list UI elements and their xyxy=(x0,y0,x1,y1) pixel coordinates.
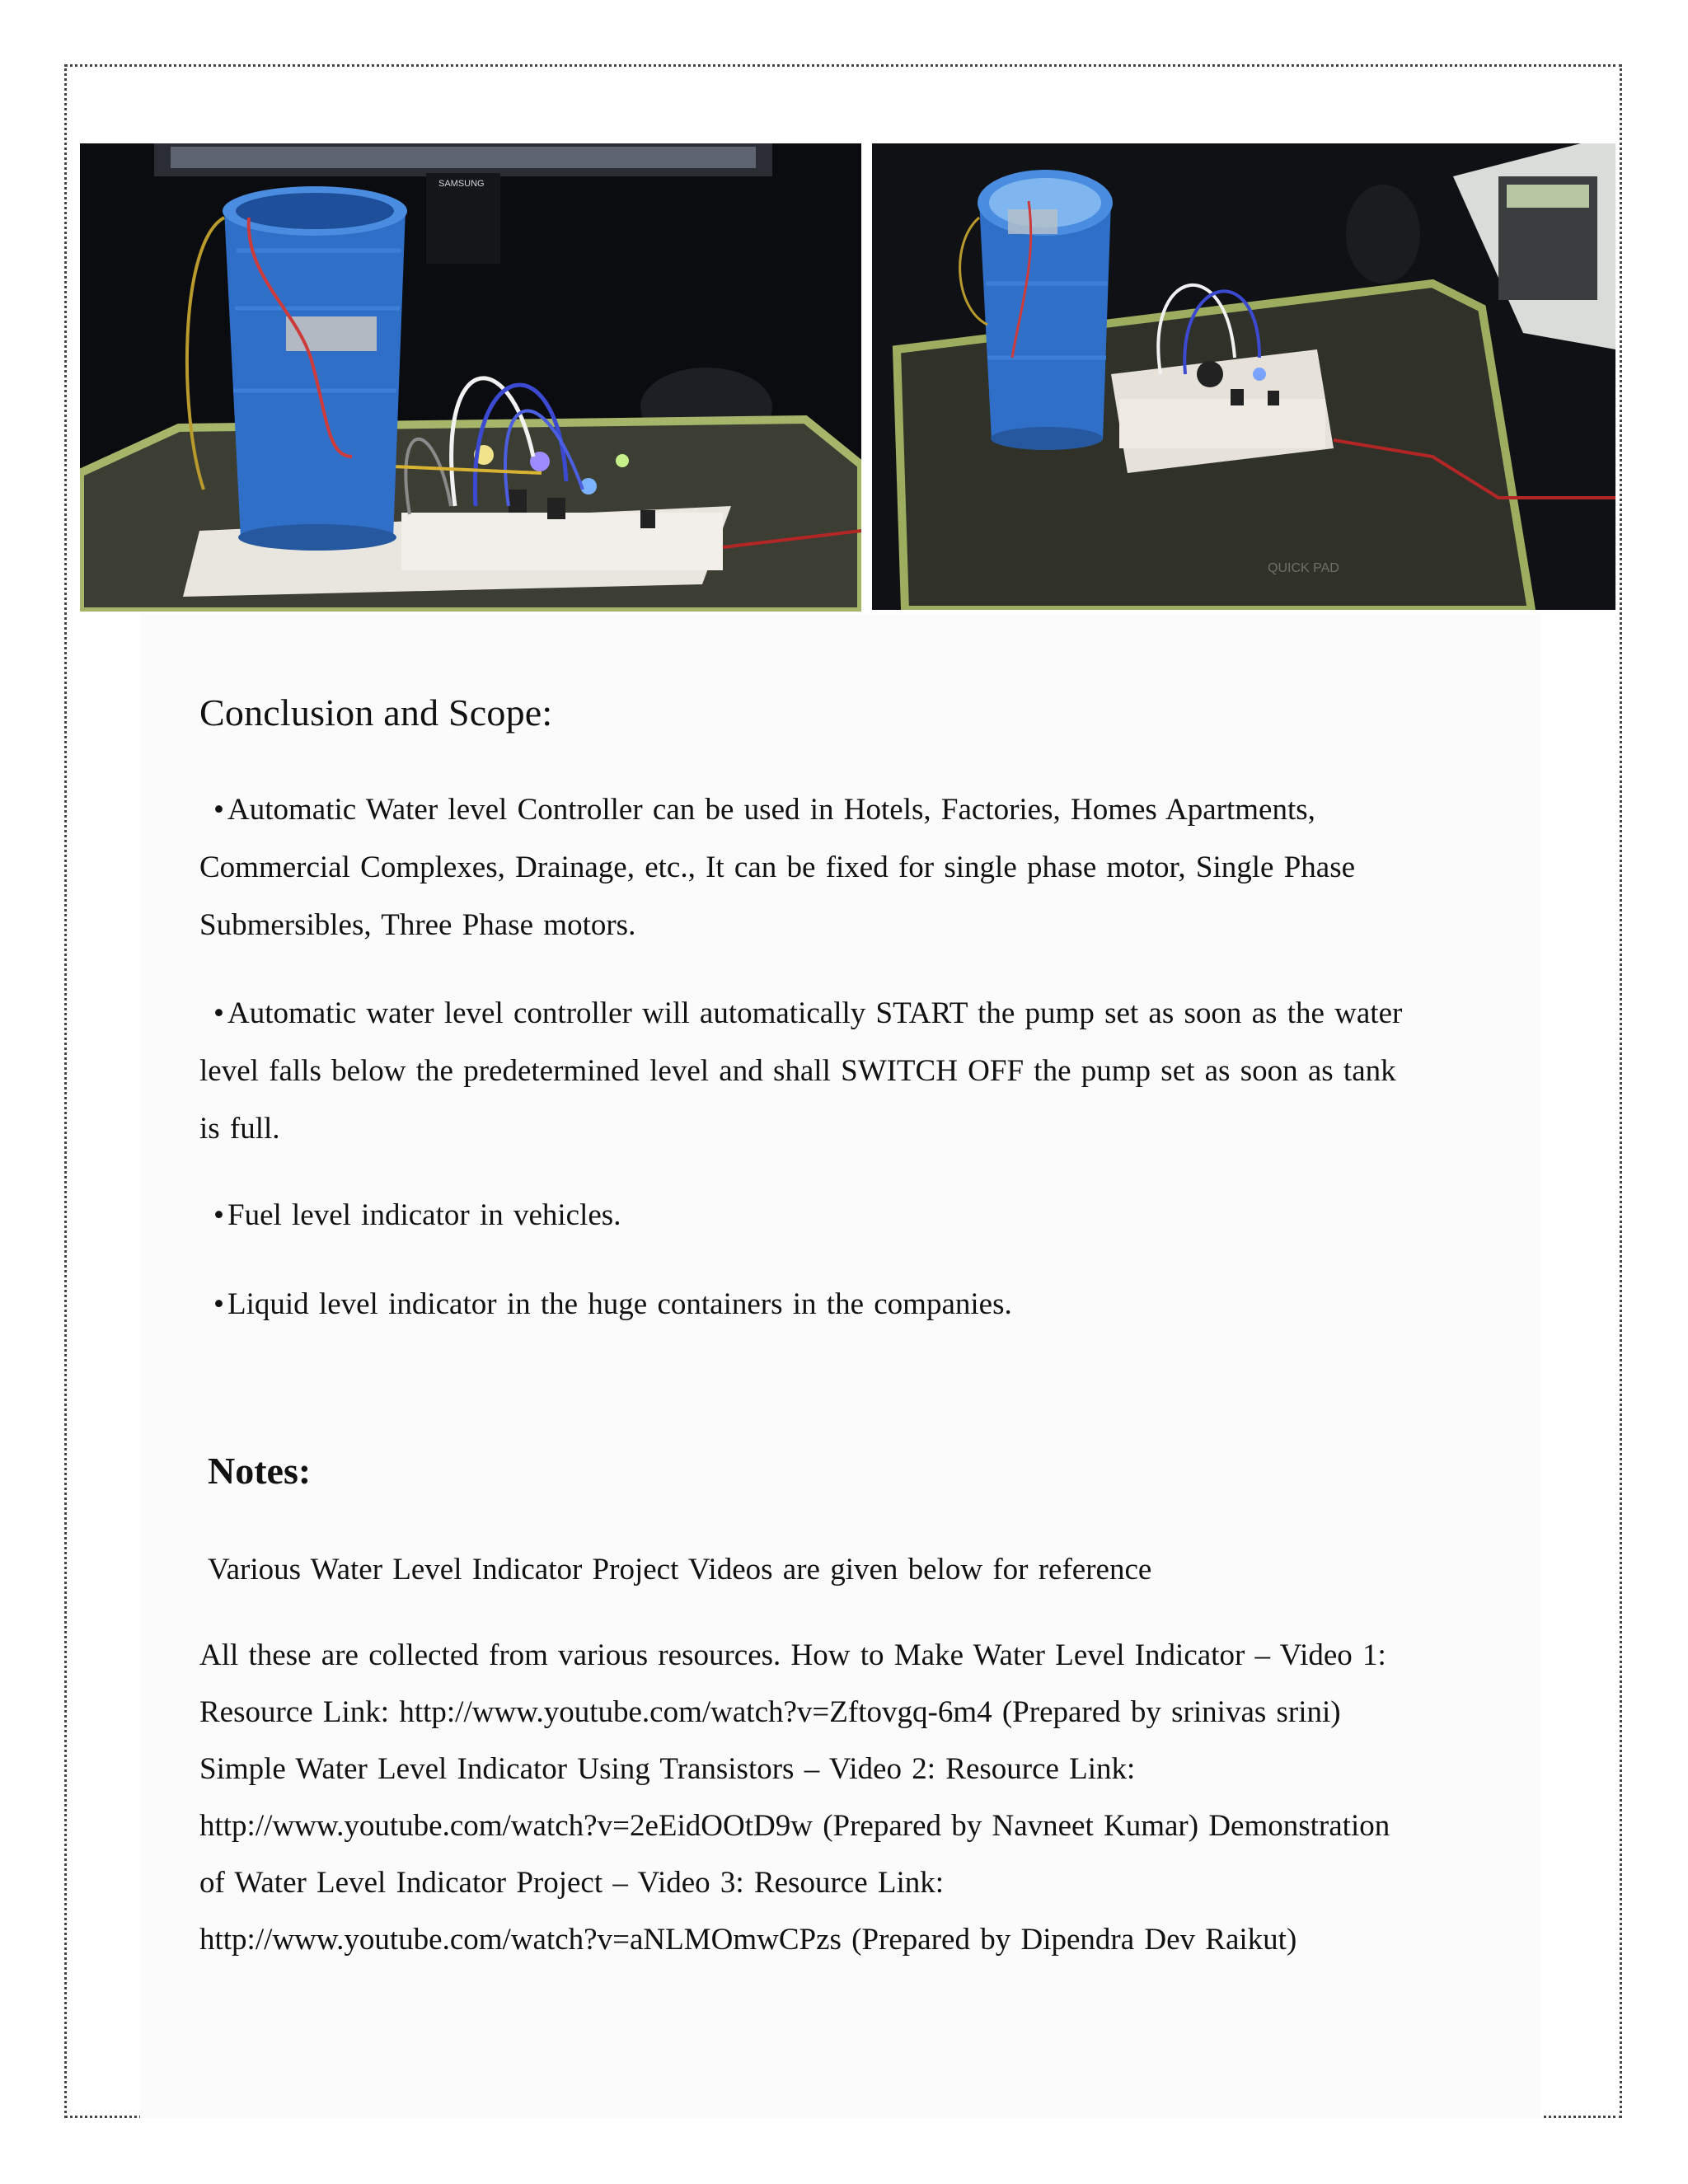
project-photo-angled xyxy=(872,143,1615,610)
notes-line: All these are collected from various resources. How to Make Water Level Indicator – Video 1: xyxy=(199,1638,1386,1672)
bullet-icon: • xyxy=(213,1287,224,1321)
conclusion-heading: Conclusion and Scope: xyxy=(199,691,553,733)
notes-intro: Various Water Level Indicator Project Videos are given below for reference xyxy=(208,1553,1152,1586)
item-line: level falls below the predetermined level and shall SWITCH OFF the pump set as soon as tank xyxy=(199,1054,1396,1088)
conclusion-item xyxy=(199,781,1485,954)
item-line: is full. xyxy=(199,1112,280,1146)
project-photo-front xyxy=(80,143,861,612)
bullet-icon: • xyxy=(213,996,224,1030)
notes-line: of Water Level Indicator Project – Video 3: Resource Link: xyxy=(199,1866,945,1900)
mousepad-text: QUICK PAD xyxy=(1268,561,1339,575)
notes-line: Resource Link: http://www.youtube.com/watch?v=Zftovgq-6m4 (Prepared by srinivas srini) xyxy=(199,1695,1341,1729)
item-line: • Automatic Water level Controller can be used in Hotels, Factories, Homes Apartments, xyxy=(199,781,1485,839)
item-line: • Fuel level indicator in vehicles. xyxy=(199,1187,1485,1244)
monitor-brand-text: SAMSUNG xyxy=(438,179,485,189)
notes-line: Simple Water Level Indicator Using Transistors – Video 2: Resource Link: xyxy=(199,1752,1136,1786)
bullet-icon: • xyxy=(213,793,224,827)
notes-body xyxy=(199,1627,1485,1968)
notes-heading: Notes: xyxy=(208,1450,312,1492)
item-line: • Liquid level indicator in the huge containers in the companies. xyxy=(199,1276,1485,1333)
conclusion-item xyxy=(199,1187,1485,1244)
item-line: Commercial Complexes, Drainage, etc., It can be fixed for single phase motor, Single Phase xyxy=(199,851,1356,884)
item-line: Submersibles, Three Phase motors. xyxy=(199,908,636,942)
notes-line: http://www.youtube.com/watch?v=aNLMOmwCPzs (Prepared by Dipendra Dev Raikut) xyxy=(199,1923,1297,1957)
bullet-icon: • xyxy=(213,1198,224,1232)
conclusion-item xyxy=(199,985,1485,1158)
notes-line: http://www.youtube.com/watch?v=2eEidOOtD9w (Prepared by Navneet Kumar) Demonstration xyxy=(199,1809,1390,1843)
item-line: • Automatic water level controller will automatically START the pump set as soon as the water xyxy=(199,985,1485,1043)
conclusion-item xyxy=(199,1276,1485,1333)
